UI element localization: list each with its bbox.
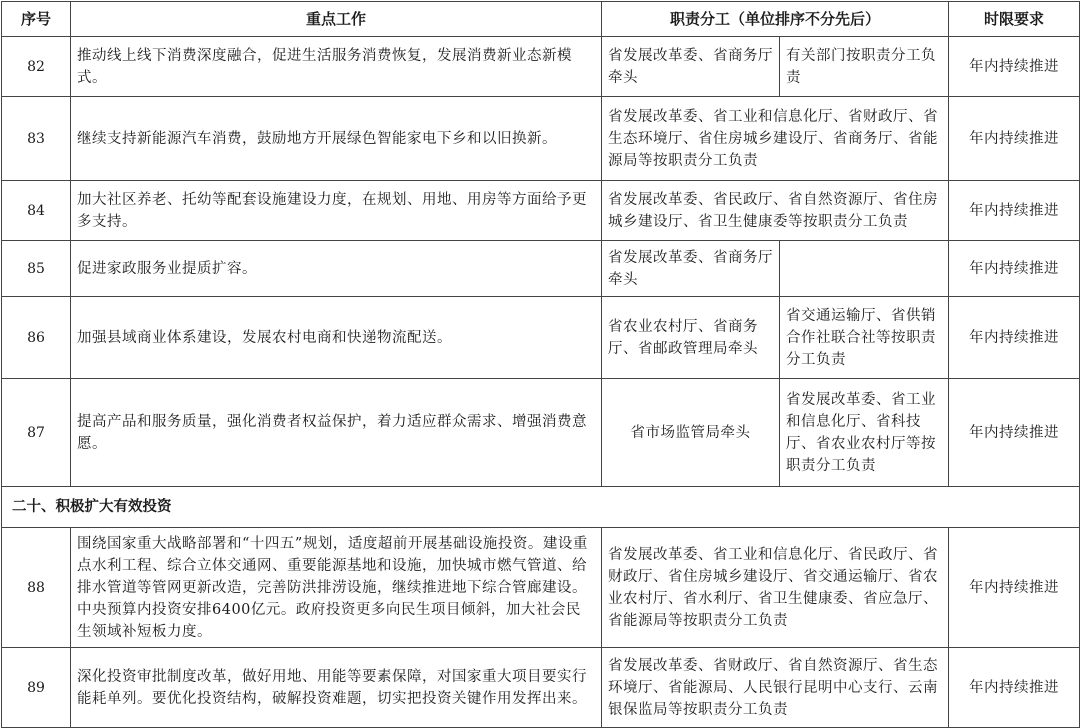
row-number: 89 xyxy=(2,648,71,728)
row-number: 88 xyxy=(2,528,71,648)
cooperating-departments: 有关部门按职责分工负责 xyxy=(780,37,949,97)
deadline: 年内持续推进 xyxy=(949,528,1080,648)
work-content: 深化投资审批制度改革，做好用地、用能等要素保障，对国家重大项目要实行能耗单列。要优化投资结构，破解投资难题，切实把投资关键作用发挥出来。 xyxy=(71,648,602,728)
row-number: 83 xyxy=(2,97,71,181)
table-row xyxy=(2,297,1080,379)
responsible-departments: 省发展改革委、省工业和信息化厅、省民政厅、省财政厅、省住房城乡建设厅、省交通运输厅、省农业农村厅、省水利厅、省卫生健康委、省应急厅、省能源局等按职责分工负责 xyxy=(602,528,949,648)
header-deadline: 时限要求 xyxy=(949,2,1080,37)
row-number: 85 xyxy=(2,241,71,297)
table-row xyxy=(2,241,1080,297)
deadline: 年内持续推进 xyxy=(949,37,1080,97)
responsible-departments: 省发展改革委、省民政厅、省自然资源厅、省住房城乡建设厅、省卫生健康委等按职责分工负责 xyxy=(602,181,949,241)
header-no: 序号 xyxy=(2,2,71,37)
cooperating-departments: 省发展改革委、省工业和信息化厅、省科技厅、省农业农村厅等按职责分工负责 xyxy=(780,379,949,487)
row-number: 87 xyxy=(2,379,71,487)
deadline: 年内持续推进 xyxy=(949,379,1080,487)
lead-department: 省发展改革委、省商务厅牵头 xyxy=(602,241,780,297)
work-content: 围绕国家重大战略部署和“十四五”规划，适度超前开展基础设施投资。建设重点水利工程、综合立体交通网、重要能源基地和设施，加快城市燃气管道、给排水管道等管网更新改造，完善防洪排涝设施，继续推进地下综合管廊建设。中央预算内投资安排6400亿元。政府投资更多向民生项目倾斜，加大社会民生领域补短板力度。 xyxy=(71,528,602,648)
work-content: 提高产品和服务质量，强化消费者权益保护，着力适应群众需求、增强消费意愿。 xyxy=(71,379,602,487)
section-row xyxy=(2,487,1080,528)
table-row xyxy=(2,528,1080,648)
deadline: 年内持续推进 xyxy=(949,648,1080,728)
lead-department: 省发展改革委、省商务厅牵头 xyxy=(602,37,780,97)
table-row xyxy=(2,648,1080,728)
section-title: 二十、积极扩大有效投资 xyxy=(2,487,1080,528)
lead-department: 省农业农村厅、省商务厅、省邮政管理局牵头 xyxy=(602,297,780,379)
task-table xyxy=(1,1,1080,728)
responsible-departments: 省发展改革委、省工业和信息化厅、省财政厅、省生态环境厅、省住房城乡建设厅、省商务厅、省能源局等按职责分工负责 xyxy=(602,97,949,181)
table-row xyxy=(2,97,1080,181)
work-content: 继续支持新能源汽车消费，鼓励地方开展绿色智能家电下乡和以旧换新。 xyxy=(71,97,602,181)
work-content: 促进家政服务业提质扩容。 xyxy=(71,241,602,297)
deadline: 年内持续推进 xyxy=(949,181,1080,241)
work-content: 加强县域商业体系建设，发展农村电商和快递物流配送。 xyxy=(71,297,602,379)
table-row xyxy=(2,37,1080,97)
table-row xyxy=(2,181,1080,241)
table-row xyxy=(2,379,1080,487)
work-content: 推动线上线下消费深度融合，促进生活服务消费恢复，发展消费新业态新模式。 xyxy=(71,37,602,97)
deadline: 年内持续推进 xyxy=(949,297,1080,379)
row-number: 82 xyxy=(2,37,71,97)
lead-department: 省市场监管局牵头 xyxy=(602,379,780,487)
deadline: 年内持续推进 xyxy=(949,97,1080,181)
header-work: 重点工作 xyxy=(71,2,602,37)
header-row xyxy=(2,2,1080,37)
cooperating-departments xyxy=(780,241,949,297)
work-content: 加大社区养老、托幼等配套设施建设力度，在规划、用地、用房等方面给予更多支持。 xyxy=(71,181,602,241)
row-number: 84 xyxy=(2,181,71,241)
responsible-departments: 省发展改革委、省财政厅、省自然资源厅、省生态环境厅、省能源局、人民银行昆明中心支行、云南银保监局等按职责分工负责 xyxy=(602,648,949,728)
cooperating-departments: 省交通运输厅、省供销合作社联合社等按职责分工负责 xyxy=(780,297,949,379)
deadline: 年内持续推进 xyxy=(949,241,1080,297)
row-number: 86 xyxy=(2,297,71,379)
header-responsibility: 职责分工（单位排序不分先后） xyxy=(602,2,949,37)
